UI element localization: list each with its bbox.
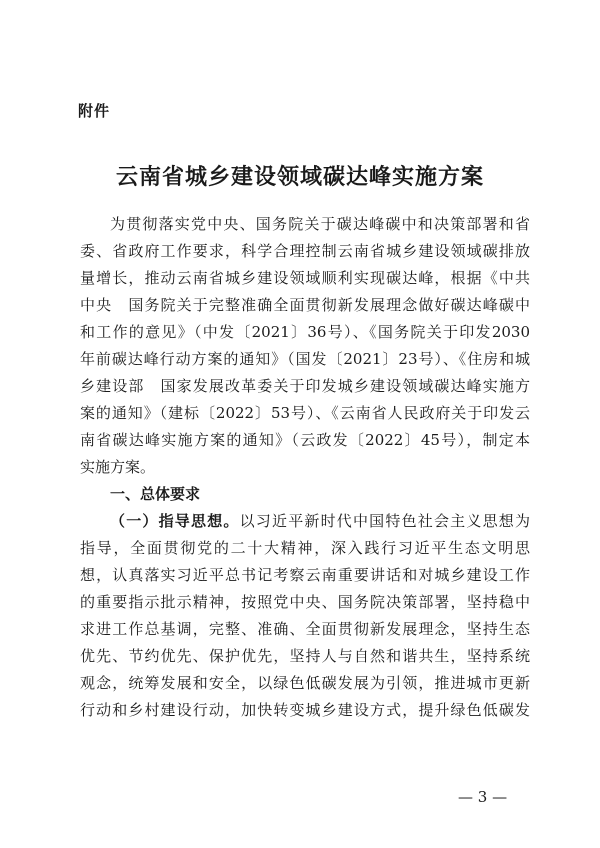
subsection-line: 求进工作总基调，完整、准确、全面贯彻新发展理念，坚持生态 (80, 620, 530, 638)
subsection-label: （一）指导思想。 (110, 512, 240, 530)
intro-line: 年前碳达峰行动方案的通知》（国发〔2021〕23号）、《住房和城 (80, 350, 530, 368)
section-heading: 一、总体要求 (110, 485, 201, 503)
intro-line: 实施方案。 (80, 458, 156, 476)
intro-line: 委、省政府工作要求，科学合理控制云南省城乡建设领域碳排放 (80, 242, 530, 260)
subsection-first-line (80, 510, 530, 531)
subsection-text: 以习近平新时代中国特色社会主义思想为 (239, 512, 530, 530)
intro-line: 量增长，推动云南省城乡建设领域顺利实现碳达峰，根据《中共 (80, 269, 530, 287)
attachment-label: 附件 (78, 102, 111, 120)
intro-line: 南省碳达峰实施方案的通知》（云政发〔2022〕45号），制定本 (80, 431, 530, 449)
subsection-line: 的重要指示批示精神，按照党中央、国务院决策部署，坚持稳中 (80, 593, 530, 611)
intro-line: 为贯彻落实党中央、国务院关于碳达峰碳中和决策部署和省 (110, 215, 530, 233)
subsection-line: 观念，统筹发展和安全，以绿色低碳发展为引领，推进城市更新 (80, 674, 530, 692)
subsection-line: 优先、节约优先、保护优先，坚持人与自然和谐共生，坚持系统 (80, 647, 530, 665)
intro-line: 和工作的意见》（中发〔2021〕36号）、《国务院关于印发2030 (80, 323, 530, 341)
page-number: — 3 — (458, 788, 508, 806)
intro-line: 案的通知》（建标〔2022〕53号）、《云南省人民政府关于印发云 (80, 404, 530, 422)
intro-line: 乡建设部 国家发展改革委关于印发城乡建设领域碳达峰实施方 (80, 377, 530, 395)
document-title: 云南省城乡建设领域碳达峰实施方案 (115, 164, 484, 190)
subsection-line: 想，认真落实习近平总书记考察云南重要讲话和对城乡建设工作 (80, 566, 530, 584)
subsection-line: 指导，全面贯彻党的二十大精神，深入践行习近平生态文明思 (80, 539, 530, 557)
subsection-line: 行动和乡村建设行动，加快转变城乡建设方式，提升绿色低碳发 (80, 701, 530, 719)
intro-line: 中央 国务院关于完整准确全面贯彻新发展理念做好碳达峰碳中 (80, 296, 530, 314)
